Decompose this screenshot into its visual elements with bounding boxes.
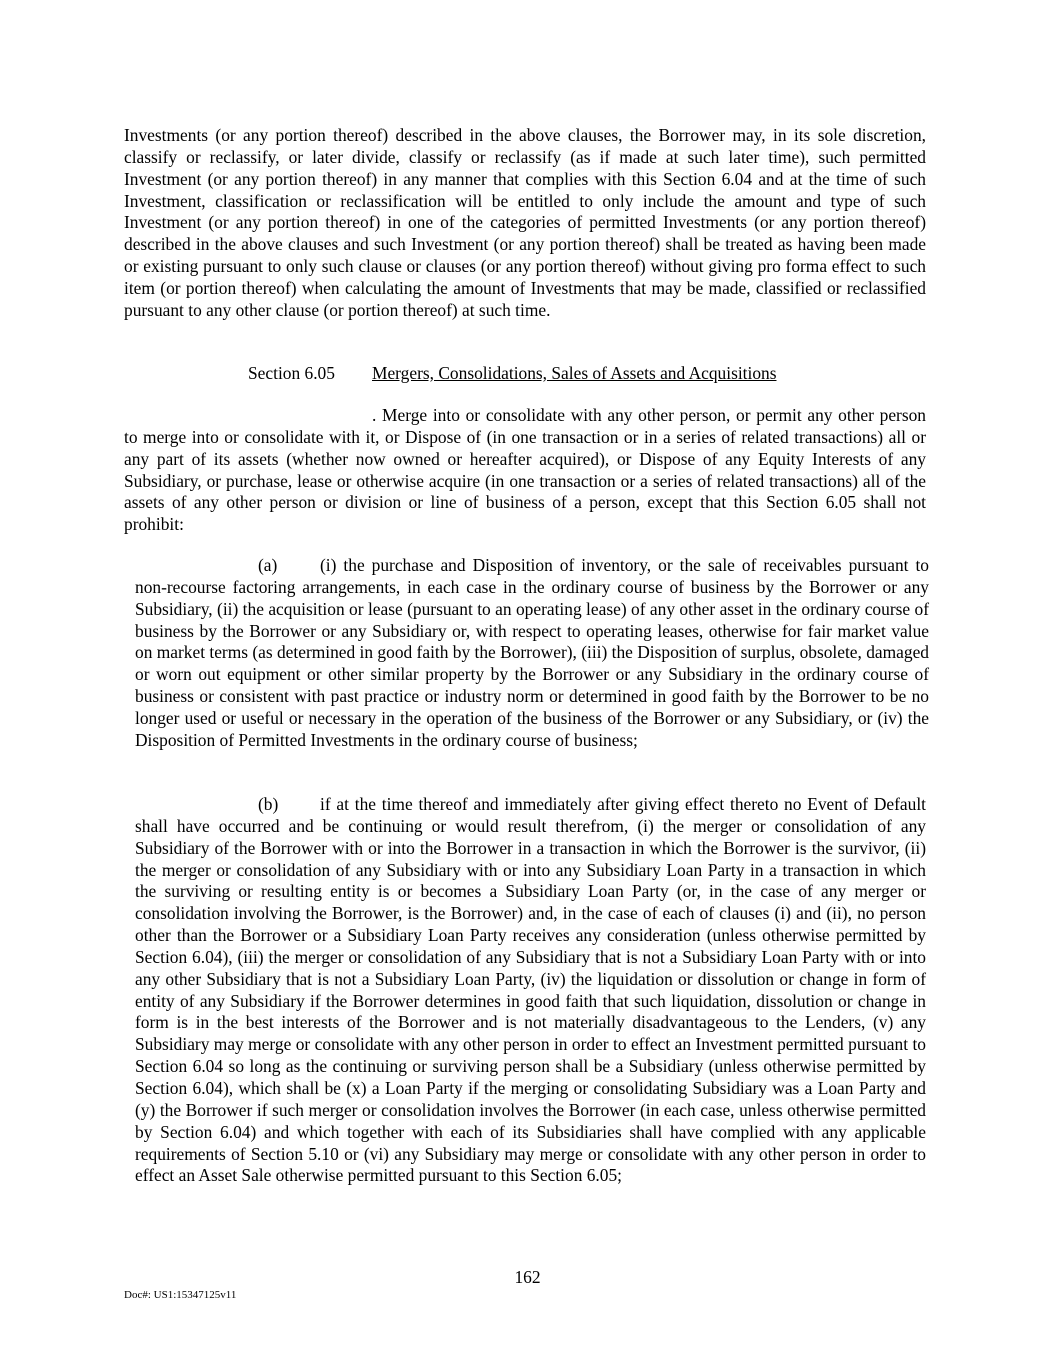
- clause-a-label: (a): [258, 555, 278, 575]
- section-title: Mergers, Consolidations, Sales of Assets and Acquisitions: [372, 363, 777, 383]
- clause-a-text: (i) the purchase and Disposition of inventory, or the sale of receivables pursuant to non-recourse factoring arrangements, in each case in the ordinary course of business by the Borrower or any Subsidiary, (ii) the acquisition or lease (pursuant to an operating lease) of any other asset in the ordinary course of business by the Borrower or any Subsidiary or, with respect to operating leases, otherwise for fair market value on market terms (as determined in good faith by the Borrower), (iii) the Disposition of surplus, obsolete, damaged or worn out equipment or other similar property by the Borrower or any Subsidiary in the ordinary course of business or consistent with past practice or industry norm or determined in good faith by the Borrower to be no longer used or useful or necessary in the operation of the business of the Borrower or any Subsidiary, or (iv) the Disposition of Permitted Investments in the ordinary course of business;: [135, 555, 929, 750]
- clause-a: [135, 555, 929, 752]
- document-id: Doc#: US1:15347125v11: [124, 1289, 237, 1301]
- intro-paragraph: Investments (or any portion thereof) described in the above clauses, the Borrower may, in its sole discretion, classify or reclassify, or later divide, classify or reclassify (as if made at such later time), such permitted Investment (or any portion thereof) in any manner that complies with this Section 6.04 and at the time of such Investment, classification or reclassification will be entitled to only include the amount and type of such Investment (or any portion thereof) in one of the categories of permitted Investments (or any portion thereof) described in the above clauses and such Investment (or any portion thereof) shall be treated as having been made or existing pursuant to only such clause or clauses (or any portion thereof) without giving pro forma effect to such item (or portion thereof) when calculating the amount of Investments that may be made, classified or reclassified pursuant to any other clause (or portion thereof) at such time.: [124, 125, 926, 320]
- clause-b-label: (b): [258, 794, 279, 814]
- section-number: Section 6.05: [248, 363, 335, 383]
- clause-b: [135, 794, 926, 1187]
- clause-b-text: if at the time thereof and immediately after giving effect thereto no Event of Default shall have occurred and be continuing or would result therefrom, (i) the merger or consolidation of any Subsidiary of the Borrower with or into the Borrower in a transaction in which the Borrower is the survivor, (ii) the merger or consolidation of any Subsidiary with or into any Subsidiary Loan Party in a transaction in which the surviving or resulting entity is or becomes a Subsidiary Loan Party (or, in the case of any merger or consolidation involving the Borrower, is the Borrower) and, in the case of each of clauses (i) and (ii), no person other than the Borrower or a Subsidiary Loan Party receives any consideration (unless otherwise permitted by Section 6.04), (iii) the merger or consolidation of any Subsidiary that is not a Subsidiary Loan Party with or into any other Subsidiary that is not a Subsidiary Loan Party, (iv) the liquidation or dissolution or change in form of entity of any Subsidiary if the Borrower determines in good faith that such liquidation, dissolution or change in form is in the best interests of the Borrower and is not materially disadvantageous to the Lenders, (v) any Subsidiary may merge or consolidate with any other person in order to effect an Investment permitted pursuant to Section 6.04 so long as the continuing or surviving person shall be a Subsidiary (unless otherwise permitted by Section 6.04), which shall be (x) a Loan Party if the merging or consolidating Subsidiary was a Loan Party and (y) the Borrower if such merger or consolidation involves the Borrower (in each case, unless otherwise permitted by Section 6.04) and which together with each of its Subsidiaries shall have complied with any applicable requirements of Section 5.10 or (vi) any Subsidiary may merge or consolidate with any other person in order to effect an Asset Sale otherwise permitted pursuant to this Section 6.05;: [135, 794, 926, 1186]
- lead-paragraph: . Merge into or consolidate with any other person, or permit any other person to merge into or consolidate with it, or Dispose of (in one transaction or in a series of related transactions) all or any part of its assets (whether now owned or hereafter acquired), or Dispose of any Equity Interests of any Subsidiary, or purchase, lease or otherwise acquire (in one transaction or a series of related transactions) all of the assets of any other person or division or line of business of a person, except that this Section 6.05 shall not prohibit:: [124, 405, 926, 535]
- section-heading: [248, 362, 776, 384]
- page-number: 162: [514, 1267, 541, 1287]
